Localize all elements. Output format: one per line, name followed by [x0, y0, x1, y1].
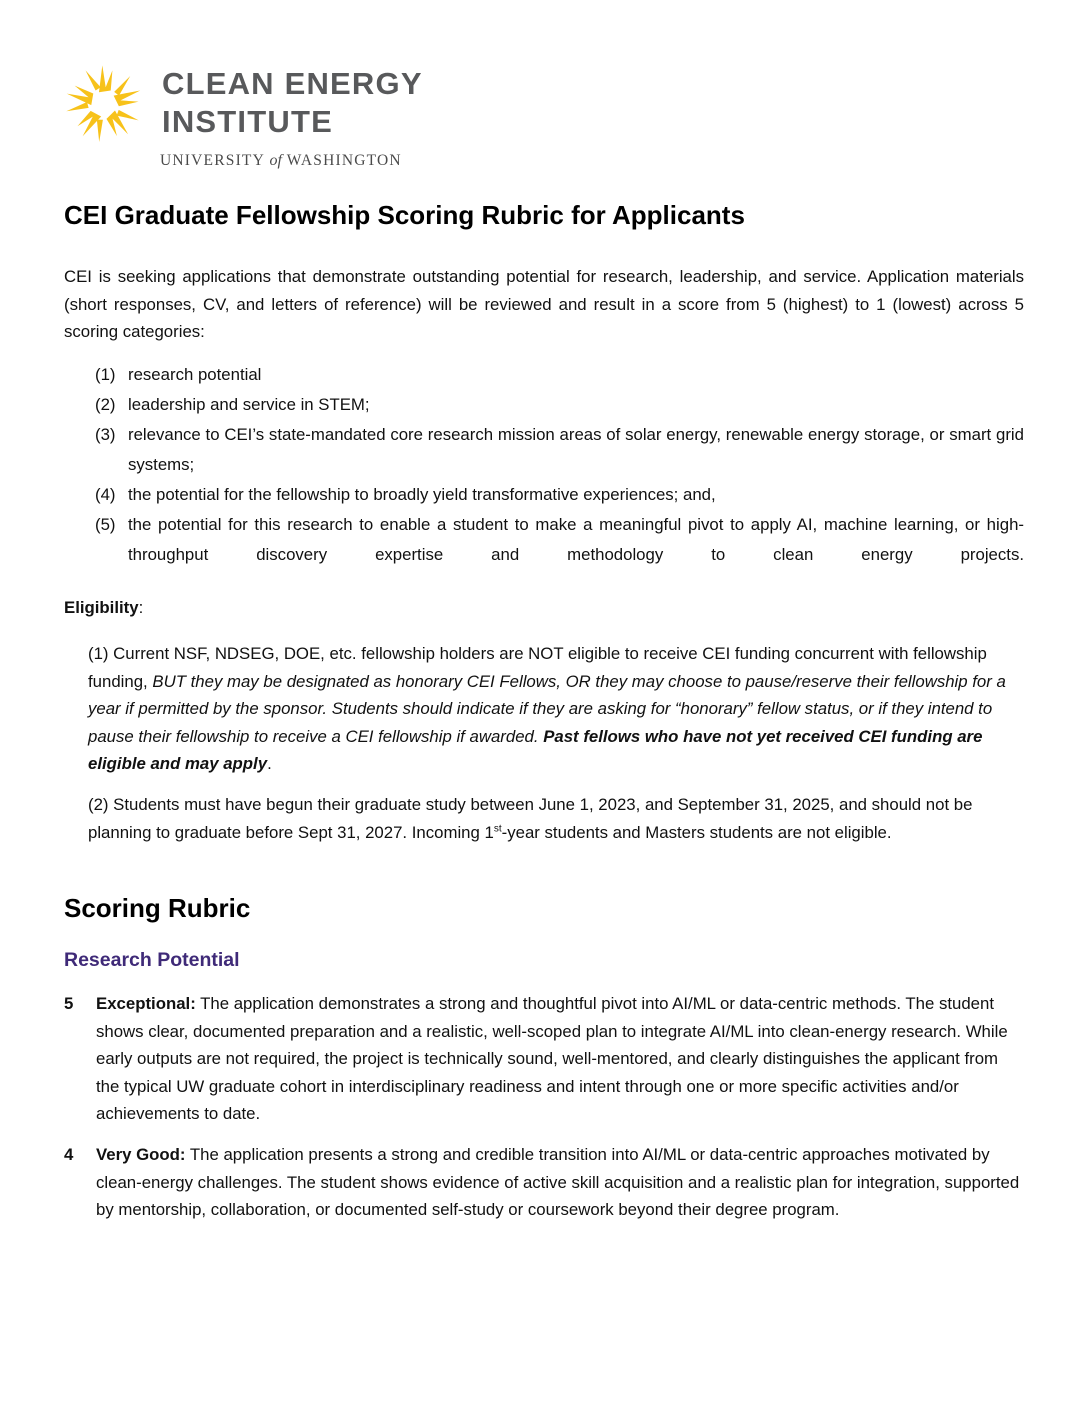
eligibility-heading: Eligibility:: [64, 598, 144, 617]
category-item: (1) research potential: [95, 365, 262, 384]
logo-text-line1: CLEAN ENERGY: [162, 66, 423, 101]
logo-text-line2: INSTITUTE: [162, 104, 333, 139]
category-item: (4) the potential for the fellowship to broadly yield transformative experiences; and,: [95, 485, 716, 504]
score-description: Very Good: The application presents a strong and credible transition into AI/ML or data-centric approaches motivated by clean-energy challenges. The student shows evidence of active skill acquisition and a realistic plan for integration, supported by mentorship, collaboration, or documented self-study or coursework beyond their degree program.: [96, 1145, 1020, 1219]
sun-star-icon: [62, 62, 146, 146]
score-item-4: [64, 1141, 1024, 1224]
scoring-categories-list: [95, 360, 1024, 570]
score-item-5: [64, 990, 1024, 1128]
score-number: 5: [64, 994, 74, 1013]
scoring-rubric-heading: Scoring Rubric: [64, 893, 251, 923]
research-potential-heading: Research Potential: [64, 949, 240, 971]
cei-logo: [62, 62, 442, 172]
category-item: (5) the potential for this research to enable a student to make a meaningful pivot to apply AI, machine learning, or high-throughput discovery expertise and methodology to clean energy projects.: [95, 515, 1024, 564]
score-description: Exceptional: The application demonstrates a strong and thoughtful pivot into AI/ML or data-centric methods. The student shows clear, documented preparation and a realistic, well-scoped plan to integrate AI/ML into clean-energy research. While early outputs are not required, the project is technically sound, well-mentored, and clearly distinguishes the applicant from the typical UW graduate cohort in interdisciplinary readiness and intent through one or more specific activities and/or achievements to date.: [96, 994, 1008, 1123]
intro-paragraph: CEI is seeking applications that demonstrate outstanding potential for research, leadership, and service. Application materials (short responses, CV, and letters of reference) will be reviewed and result in a score from 5 (highest) to 1 (lowest) across 5 scoring categories:: [64, 267, 1024, 341]
eligibility-item-2: (2) Students must have begun their graduate study between June 1, 2023, and September 31, 2025, and should not be planning to graduate before Sept 31, 2027. Incoming 1st-year students and Masters students are not eligible.: [88, 795, 973, 842]
page-title: CEI Graduate Fellowship Scoring Rubric for Applicants: [64, 200, 745, 230]
category-item: (2) leadership and service in STEM;: [95, 395, 370, 414]
eligibility-item-1: (1) Current NSF, NDSEG, DOE, etc. fellowship holders are NOT eligible to receive CEI funding concurrent with fellowship funding, BUT they may be designated as honorary CEI Fellows, OR they may choose to pause/reserve their fellowship for a year if permitted by the sponsor. Students should indicate if they are asking for “honorary” fellow status, or if they intend to pause their fellowship to receive a CEI fellowship if awarded. Past fellows who have not yet received CEI funding are eligible and may apply.: [88, 644, 1006, 773]
score-number: 4: [64, 1145, 74, 1164]
logo-university: UNIVERSITY of WASHINGTON: [160, 152, 402, 169]
category-item: (3) relevance to CEI’s state-mandated core research mission areas of solar energy, renewable energy storage, or smart grid systems;: [95, 425, 1024, 474]
